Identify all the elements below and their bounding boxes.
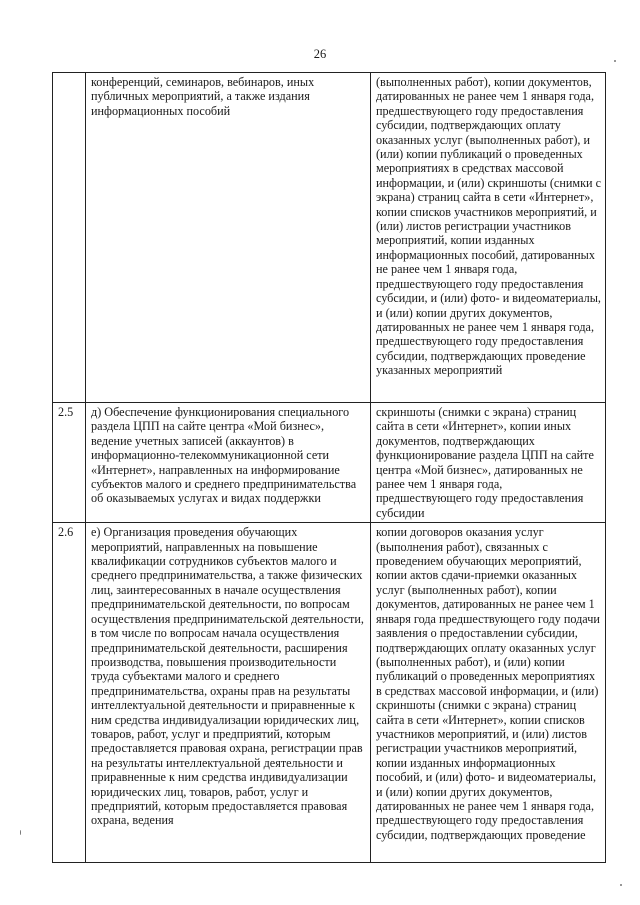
scan-speck [614,60,616,62]
table-row [53,403,606,523]
row-documents: (выполненных работ), копии документов, датированных не ранее чем 1 января года, предшествующего году предоставления субсидии, подтверждающих оплату оказанных услуг (выполненных работ), и (или) копии публикаций о проведенных мероприятиях в средствах массовой информации, и (или) скриншоты (снимки с экрана) страниц сайта в сети «Интернет», копии списков участников мероприятий, и (или) листов регистрации участников мероприятий, копии изданных информационных пособий, датированных не ранее чем 1 января года, предшествующего году предоставления субсидии, и (или) фото- и видеоматериалы, и (или) копии других документов, датированных не ранее чем 1 января года, предшествующего году предоставления субсидии, подтверждающих проведение указанных мероприятий [371,73,606,403]
row-description [86,523,371,863]
row-number [53,73,86,403]
table-row [53,523,606,863]
scan-speck [20,830,21,835]
documents-text: копии договоров оказания услуг (выполнения работ), связанных с проведением обучающих мероприятий, копии актов сдачи-приемки оказанных услуг (выполненных работ), копии документов, датированных не ранее чем 1 января года предшествующего году подачи заявления о предоставлении субсидии, подтверждающих оплату оказанных услуг (выполненных работ), и (или) копии публикаций о проведенных мероприятиях в средствах массовой информации, и (или) скриншоты (снимки с экрана) страниц сайта в сети «Интернет», копии списков участников мероприятий, и (или) листов регистрации участников мероприятий, копии изданных информационных пособий, и (или) фото- и видеоматериалы, и (или) копии других документов, датированных не ранее чем 1 января года, предшествующего году предоставления субсидии, подтверждающих проведение [376,525,600,842]
table-row [53,73,606,403]
row-description: конференций, семинаров, вебинаров, иных публичных мероприятий, а также издания информационных пособий [86,73,371,403]
scan-speck [620,884,622,886]
description-text: е) Организация проведения обучающих мероприятий, направленных на повышение квалификации сотрудников субъектов малого и среднего предпринимательства, а также физических лиц, заинтересованных в начале осуществления предпринимательской деятельности, по вопросам осуществления предпринимательской деятельности, в том числе по вопросам начала осуществления предпринимательской деятельности, расширения производства, повышения производительности труда субъектами малого и среднего предпринимательства, охраны прав на результаты интеллектуальной деятельности и приравненные к ним средства индивидуализации юридических лиц, товаров, работ, услуг и предприятий, которым предоставляется правовая охрана, регистрации прав на результаты интеллектуальной деятельности и приравненные к ним средства индивидуализации юридических лиц, товаров, работ, услуг и предприятий, которым предоставляется правовая охрана, ведения [91,525,364,828]
page-number: 26 [313,47,327,61]
row-documents: скриншоты (снимки с экрана) страниц сайта в сети «Интернет», копии иных документов, подтверждающих функционирование раздела ЦПП на сайте центра «Мой бизнес», датированных не ранее чем 1 января года, предшествующего году предоставления субсидии [371,403,606,523]
row-documents [371,523,606,863]
requirements-table [52,72,606,863]
row-number: 2.6 [53,523,86,863]
row-number: 2.5 [53,403,86,523]
row-description: д) Обеспечение функционирования специального раздела ЦПП на сайте центра «Мой бизнес», ведение учетных записей (аккаунтов) в информационно-телекоммуникационной сети «Интернет», направленных на информирование субъектов малого и среднего предпринимательства об оказываемых услугах и видах поддержки [86,403,371,523]
